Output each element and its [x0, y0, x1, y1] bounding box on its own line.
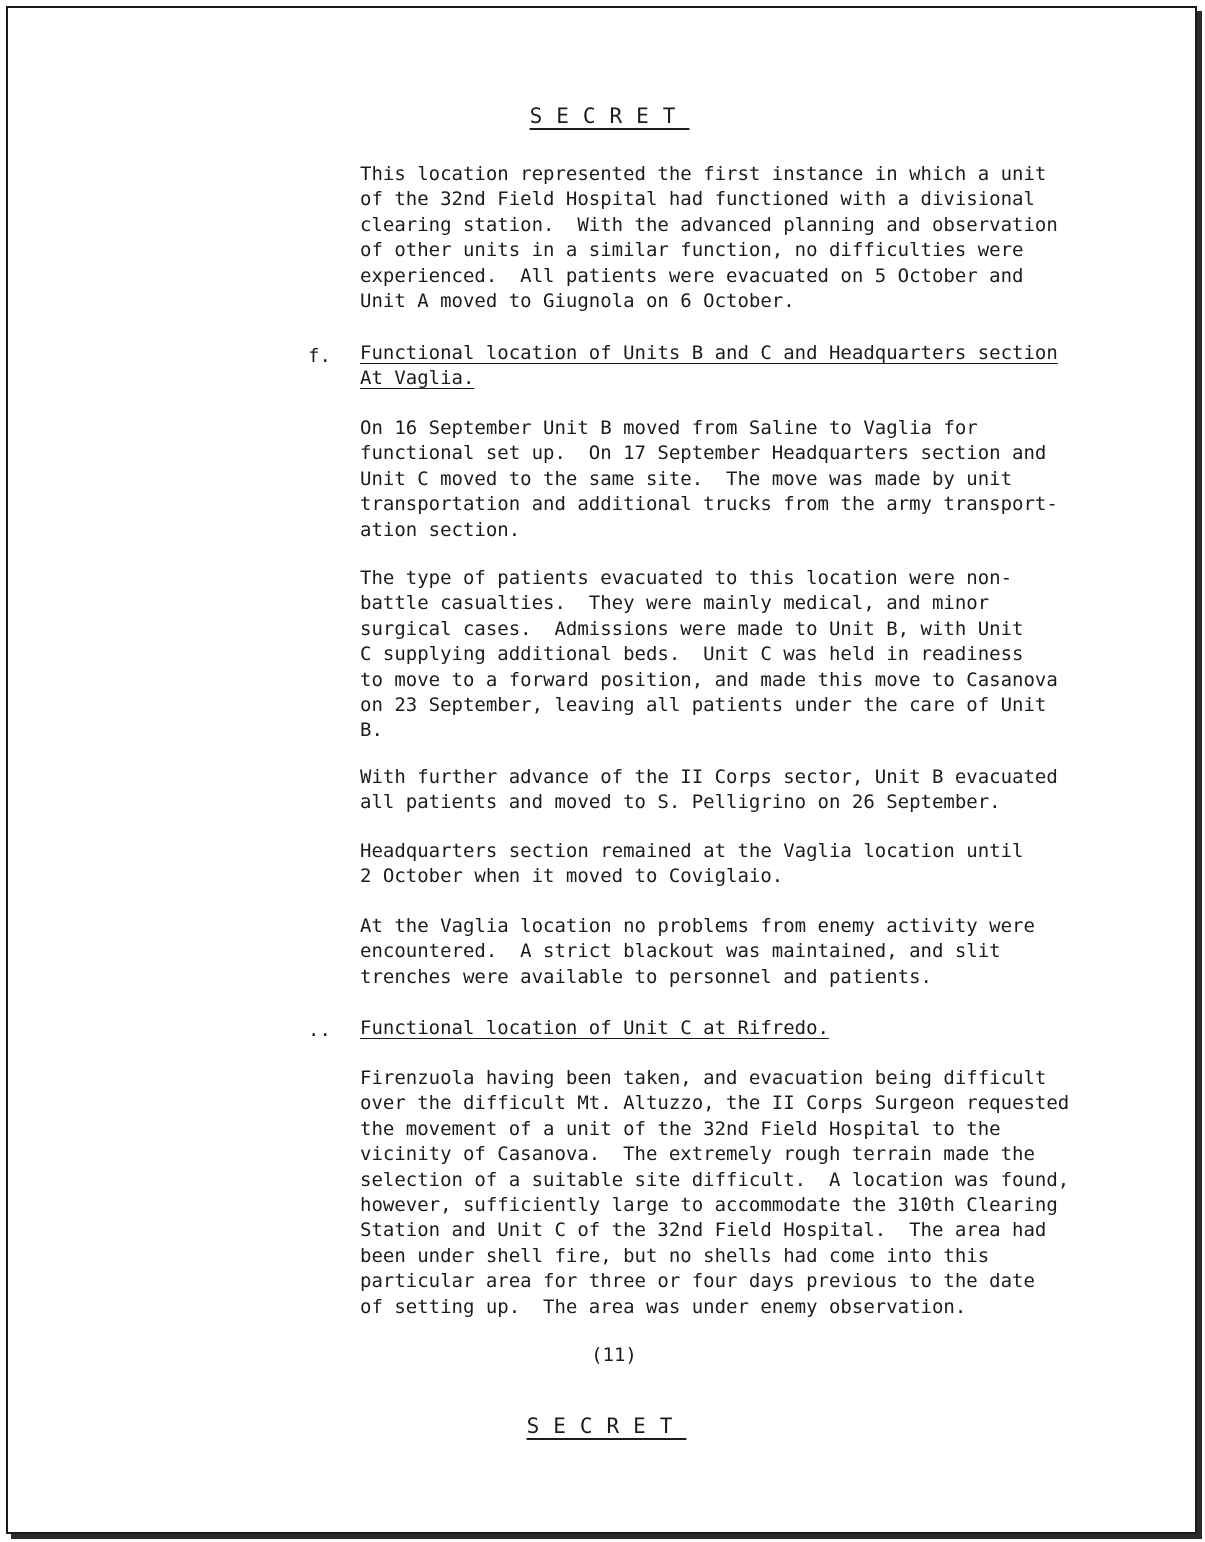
section-marker-vaglia: f.	[308, 345, 331, 367]
paragraph-vaglia-move: On 16 September Unit B moved from Saline to Vaglia for functional set up. On 17 September Headquarters section and Unit C moved to the same site. The move was made by unit transportation and additional trucks from the army transport- ation section.	[360, 417, 1058, 541]
paragraph-casanova-site: Firenzuola having been taken, and evacuation being difficult over the difficult Mt. Altuzzo, the II Corps Surgeon requested the movement of a unit of the 32nd Field Hospital to the vicinity of Casanova. The extremely rough terrain made the selection of a suitable site difficult. A location was found, however, sufficiently large to accommodate the 310th Clearing Station and Unit C of the 32nd Field Hospital. The area had been under shell fire, but no shells had come into this particular area for three or four days previous to the date of setting up. The area was under enemy observation.	[360, 1067, 1070, 1318]
page-number: (11)	[591, 1344, 637, 1366]
classification-header: SECRET	[529, 104, 690, 128]
paragraph-corps-advance: With further advance of the II Corps sector, Unit B evacuated all patients and moved to S. Pelligrino on 26 September.	[360, 766, 1058, 814]
section-marker-rifredo: ..	[308, 1019, 331, 1041]
classification-footer: SECRET	[526, 1414, 687, 1438]
section-heading-rifredo: Functional location of Unit C at Rifredo.	[360, 1017, 829, 1039]
paragraph-enemy-activity: At the Vaglia location no problems from enemy activity were encountered. A strict blackout was maintained, and slit trenches were available to personnel and patients.	[360, 915, 1035, 988]
paragraph-patient-types: The type of patients evacuated to this location were non- battle casualties. They were mainly medical, and minor surgical cases. Admissions were made to Unit B, with Unit C supplying additional beds. Unit C was held in readiness to move to a forward position, and made this move to Casanova on 23 September, leaving all patients under the care of Unit B.	[360, 567, 1058, 742]
document-page	[6, 6, 1197, 1534]
section-heading-vaglia: Functional location of Units B and C and Headquarters section At Vaglia.	[360, 342, 1058, 390]
paragraph-location-summary: This location represented the first instance in which a unit of the 32nd Field Hospital had functioned with a divisional clearing station. With the advanced planning and observation of other units in a similar function, no difficulties were experienced. All patients were evacuated on 5 October and Unit A moved to Giugnola on 6 October.	[360, 163, 1058, 313]
paragraph-headquarters: Headquarters section remained at the Vaglia location until 2 October when it moved to Coviglaio.	[360, 840, 1024, 888]
